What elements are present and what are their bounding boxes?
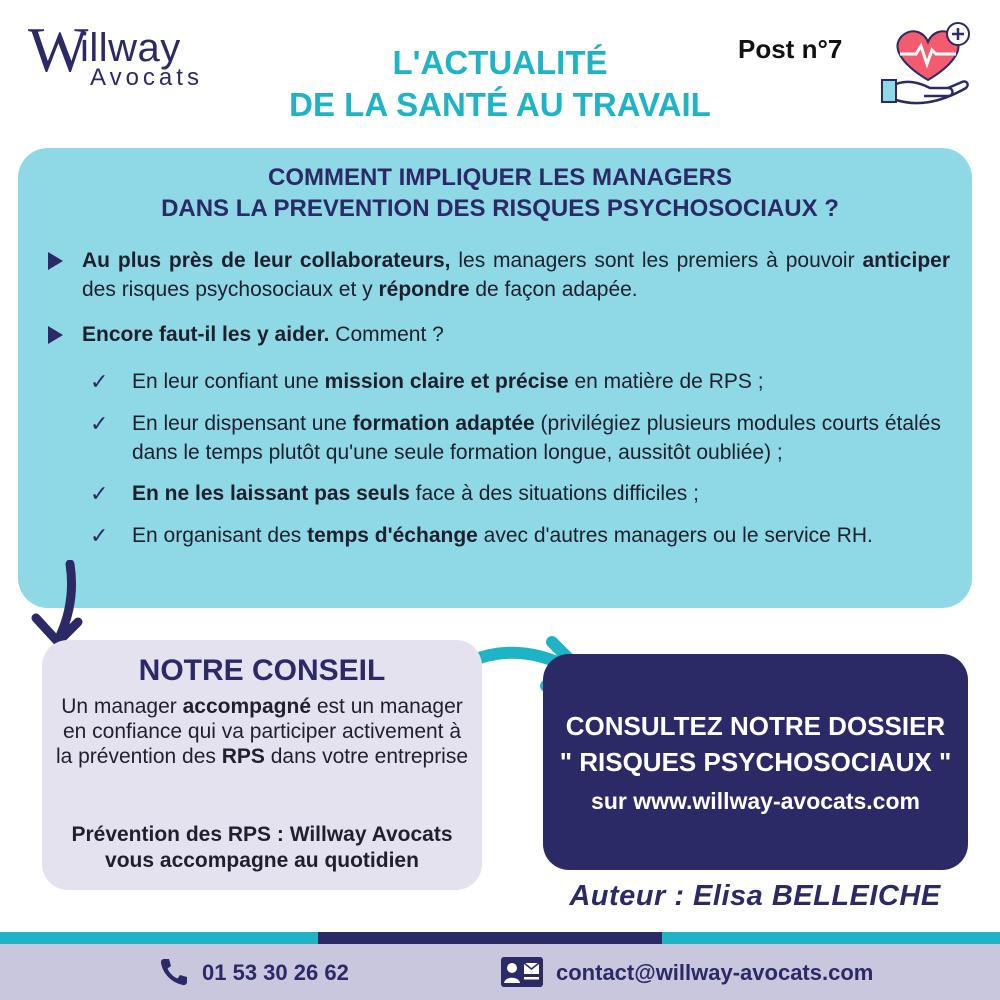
bold-text: temps d'échange: [307, 524, 478, 547]
question-line-1: COMMENT IMPLIQUER LES MANAGERS: [267, 164, 732, 191]
bullet-text: [82, 320, 950, 349]
check-item: [90, 409, 950, 467]
logo-illway: illway: [80, 26, 181, 70]
check-text: [132, 409, 950, 467]
footer-stripe: [0, 932, 318, 944]
bold-text: RPS: [221, 745, 265, 768]
plain-text: (privilégiez plusieurs modules courts étalés dans le temps plutôt qu'une seule formation longue, aussitôt oubliée) ;: [132, 412, 941, 464]
dossier-line-1: CONSULTEZ NOTRE DOSSIER: [565, 711, 946, 741]
willway-logo: [28, 14, 228, 94]
bold-text: formation adaptée: [352, 412, 535, 435]
plain-text: avec d'autres managers ou le service RH.: [477, 524, 873, 547]
advice-title: NOTRE CONSEIL: [138, 654, 386, 687]
check-text: [132, 521, 950, 550]
logo-avocats: Avocats: [90, 64, 203, 91]
check-text: [132, 479, 950, 508]
plain-text: Un manager: [61, 695, 183, 718]
contact-card-icon: [500, 956, 544, 988]
plain-text: est un manager en confiance qui va participer activement à la prévention des: [55, 695, 463, 768]
question-line-2: DANS LA PREVENTION DES RISQUES PSYCHOSOCIAUX ?: [161, 195, 839, 222]
bullet-text: [82, 246, 950, 304]
checkmark-icon: ✓: [90, 411, 109, 436]
bold-text: Encore faut-il les y aider.: [82, 323, 330, 346]
plain-text: En leur confiant une: [132, 370, 325, 393]
triangle-bullet-icon: [48, 252, 63, 270]
plain-text: en matière de RPS ;: [568, 370, 764, 393]
check-item: [90, 367, 950, 396]
dossier-text[interactable]: [543, 708, 968, 822]
bold-text: Au plus près de leur collaborateurs,: [82, 249, 451, 272]
heart-in-hand-icon: [878, 18, 978, 110]
advice-body: [52, 694, 472, 769]
author-credit: Auteur : Elisa BELLEICHE: [569, 880, 941, 912]
post-number: Post n°7: [738, 34, 843, 64]
email-address[interactable]: contact@willway-avocats.com: [556, 960, 874, 985]
bold-text: répondre: [378, 278, 470, 301]
logo-w: W: [28, 14, 89, 85]
page-title: [220, 42, 780, 126]
down-arrow-icon: [22, 560, 92, 650]
question-title: [0, 162, 1000, 224]
title-line-2: DE LA SANTÉ AU TRAVAIL: [289, 86, 711, 123]
checkmark-icon: ✓: [90, 481, 109, 506]
footer-stripe: [662, 932, 1000, 944]
plain-text: dans votre entreprise: [264, 745, 469, 768]
bullet-item: [48, 246, 950, 304]
footer-stripe: [318, 932, 662, 944]
dossier-line-2: " RISQUES PSYCHOSOCIAUX ": [559, 747, 952, 777]
phone-number[interactable]: 01 53 30 26 62: [202, 960, 349, 985]
triangle-bullet-icon: [48, 326, 63, 344]
dossier-link[interactable]: sur www.willway-avocats.com: [591, 788, 920, 814]
checkmark-icon: ✓: [90, 369, 109, 394]
plain-text: de façon adapée.: [469, 278, 638, 301]
bold-text: mission claire et précise: [324, 370, 569, 393]
plain-text: des risques psychosociaux et y: [82, 278, 379, 301]
advice-footer: Prévention des RPS : Willway Avocats vous accompagne au quotidien: [71, 823, 453, 872]
plain-text: Comment ?: [329, 323, 444, 346]
bold-text: anticiper: [862, 249, 950, 272]
checkmark-icon: ✓: [90, 523, 109, 548]
plain-text: En organisant des: [132, 524, 308, 547]
bold-text: accompagné: [182, 695, 312, 718]
plain-text: En leur dispensant une: [132, 412, 353, 435]
check-text: [132, 367, 950, 396]
plain-text: les managers sont les premiers à pouvoir: [450, 249, 863, 272]
phone-icon: [158, 956, 190, 988]
title-line-1: L'ACTUALITÉ: [392, 44, 608, 81]
check-item: [90, 479, 950, 508]
bold-text: En ne les laissant pas seuls: [132, 482, 410, 505]
plain-text: face à des situations difficiles ;: [409, 482, 699, 505]
check-item: [90, 521, 950, 550]
bullet-item: [48, 320, 950, 349]
